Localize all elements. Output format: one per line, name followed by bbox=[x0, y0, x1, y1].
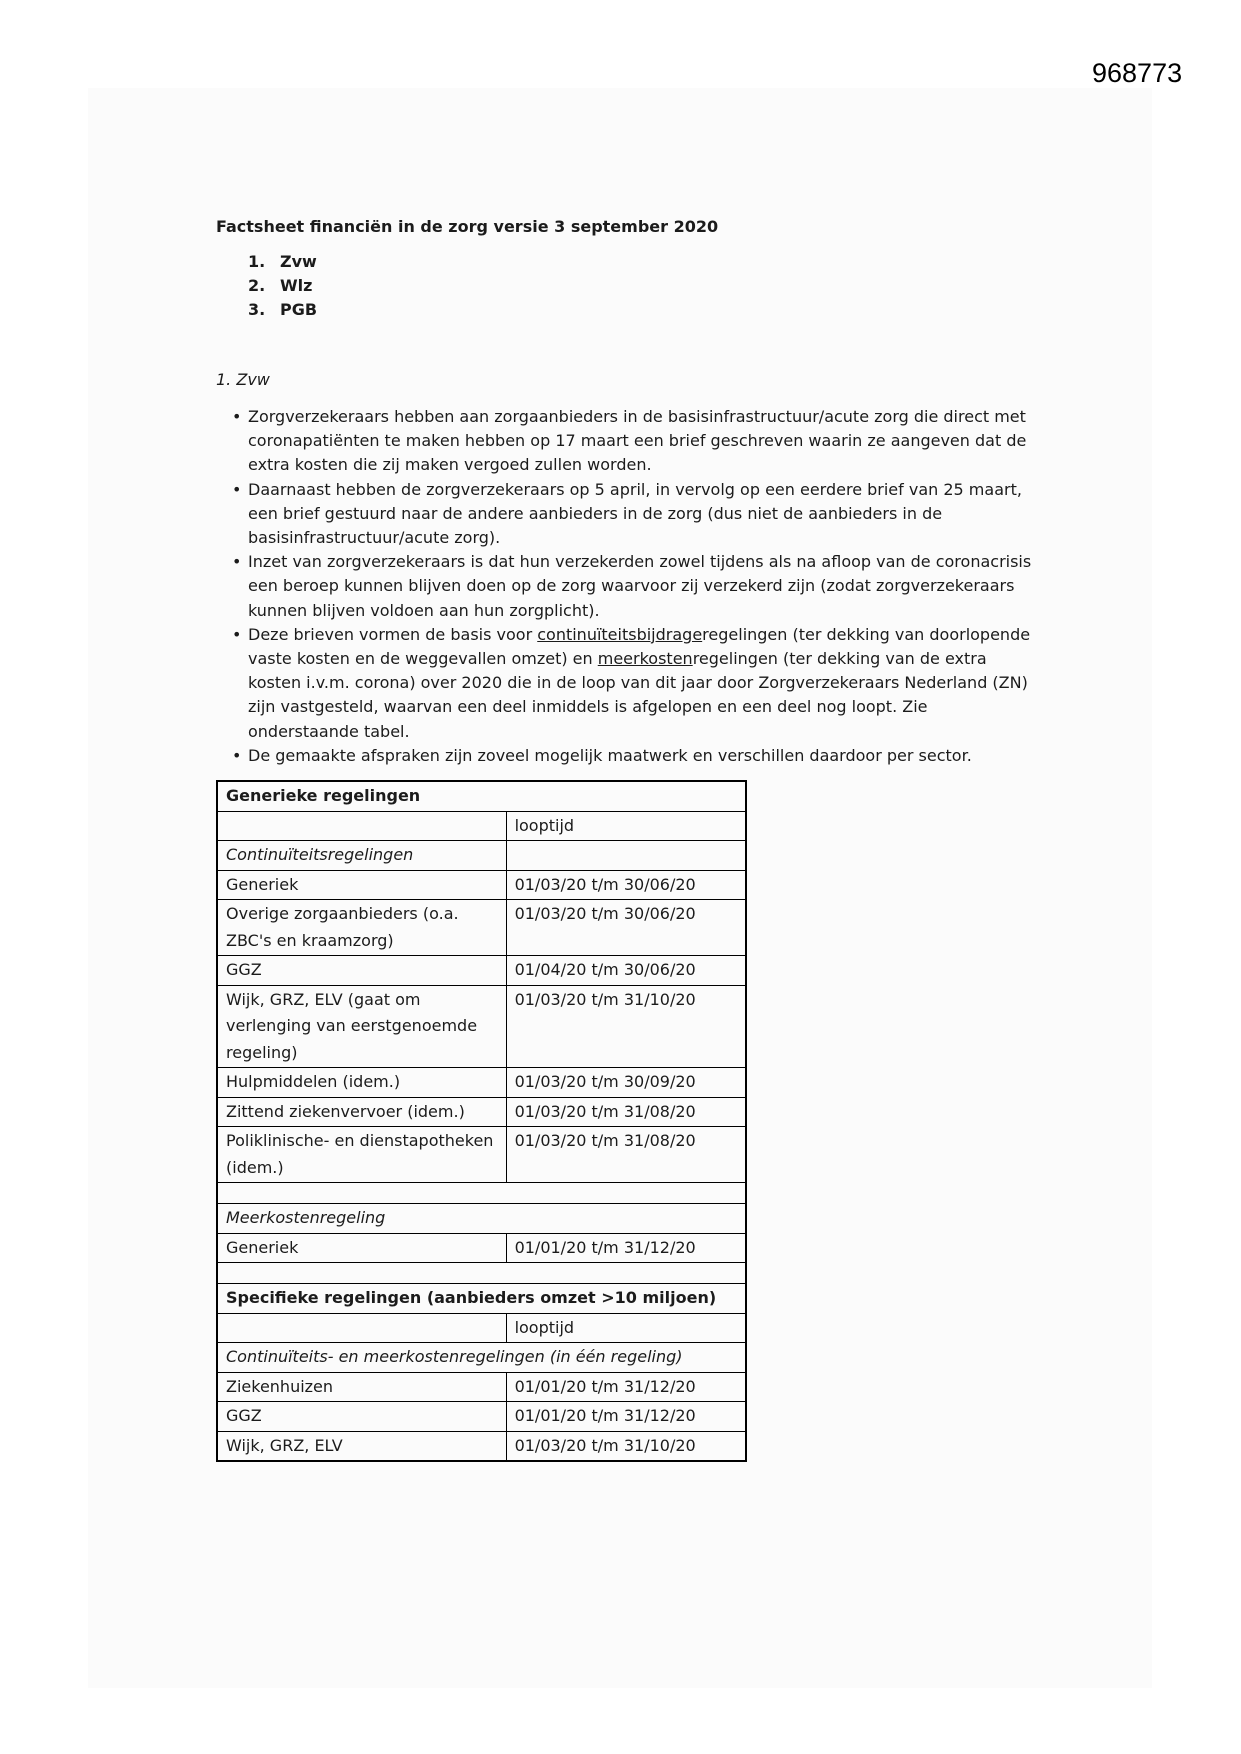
bullet-item: • Daarnaast hebben de zorgverzekeraars op 5 april, in vervolg op een eerdere brief van 25 maart, een brief gestuurd naar de andere aanbieders in de zorg (dus niet de aanbieders in de basisinfrastructuur/acute zorg). bbox=[232, 479, 1022, 548]
column-header-looptijd: looptijd bbox=[506, 1313, 746, 1343]
table-row: Wijk, GRZ, ELV 01/03/20 t/m 31/10/20 bbox=[217, 1431, 746, 1461]
subheader-specific: Continuïteits- en meerkostenregelingen (in één regeling) bbox=[217, 1343, 746, 1373]
document-id: 968773 bbox=[1092, 58, 1183, 88]
bullet-icon: • bbox=[232, 552, 242, 572]
table-header-generic: Generieke regelingen bbox=[217, 781, 746, 811]
bullet-item: • Inzet van zorgverzekeraars is dat hun verzekerden zowel tijdens als na afloop van de coronacrisis een beroep kunnen blijven doen op de zorg waarvoor zij verzekerd zijn (zodat zorgverzekeraars kunnen blijven voldoen aan hun zorgplicht). bbox=[232, 552, 1032, 620]
table-row: Generiek 01/01/20 t/m 31/12/20 bbox=[217, 1233, 746, 1263]
bullet-list bbox=[216, 405, 1036, 768]
table-of-contents bbox=[216, 250, 1036, 322]
table-row: Overige zorgaanbieders (o.a. ZBC's en kraamzorg) 01/03/20 t/m 30/06/20 bbox=[217, 900, 746, 956]
bullet-icon: • bbox=[232, 479, 242, 499]
table-row: GGZ 01/01/20 t/m 31/12/20 bbox=[217, 1402, 746, 1432]
column-header-looptijd: looptijd bbox=[506, 811, 746, 841]
bullet-item: • Deze brieven vormen de basis voor continuïteitsbijdrageregelingen (ter dekking van doorlopende vaste kosten en de weggevallen omzet) en meerkostenregelingen (ter dekking van de extra kosten i.v.m. corona) over 2020 die in de loop van dit jaar door Zorgverzekeraars Nederland (ZN) zijn vastgesteld, waarvan een deel inmiddels is afgelopen en een deel nog loopt. Zie onderstaande tabel. bbox=[232, 624, 1031, 741]
bullet-icon: • bbox=[232, 745, 242, 765]
toc-item: 2. Wlz bbox=[248, 276, 313, 295]
bullet-icon: • bbox=[232, 624, 242, 644]
table-row: Generiek 01/03/20 t/m 30/06/20 bbox=[217, 870, 746, 900]
toc-item: 1. Zvw bbox=[248, 252, 317, 271]
table-row: Hulpmiddelen (idem.) 01/03/20 t/m 30/09/20 bbox=[217, 1068, 746, 1098]
table-row: GGZ 01/04/20 t/m 30/06/20 bbox=[217, 956, 746, 986]
table-row: Zittend ziekenvervoer (idem.) 01/03/20 t/m 31/08/20 bbox=[217, 1097, 746, 1127]
document-body bbox=[216, 216, 1036, 1462]
subheader-meerkosten: Meerkostenregeling bbox=[217, 1204, 746, 1234]
section-heading: 1. Zvw bbox=[216, 370, 270, 389]
bullet-item: • Zorgverzekeraars hebben aan zorgaanbieders in de basisinfrastructuur/acute zorg die direct met coronapatiënten te maken hebben op 17 maart een brief geschreven waarin ze aangeven dat de extra kosten die zij maken vergoed zullen worden. bbox=[232, 407, 1027, 475]
table-row: Ziekenhuizen 01/01/20 t/m 31/12/20 bbox=[217, 1372, 746, 1402]
regulations-table bbox=[216, 780, 747, 1462]
document-title: Factsheet financiën in de zorg versie 3 september 2020 bbox=[216, 217, 719, 236]
toc-item: 3. PGB bbox=[248, 300, 318, 319]
table-header-specific: Specifieke regelingen (aanbieders omzet >10 miljoen) bbox=[217, 1284, 746, 1314]
table-row: Poliklinische- en dienstapotheken (idem.) 01/03/20 t/m 31/08/20 bbox=[217, 1127, 746, 1183]
bullet-item: • De gemaakte afspraken zijn zoveel mogelijk maatwerk en verschillen daardoor per sector. bbox=[216, 744, 1036, 768]
table-row: Wijk, GRZ, ELV (gaat om verlenging van eerstgenoemde regeling) 01/03/20 t/m 31/10/20 bbox=[217, 985, 746, 1068]
bullet-icon: • bbox=[232, 407, 242, 426]
subheader-continuity: Continuïteitsregelingen bbox=[217, 841, 506, 871]
